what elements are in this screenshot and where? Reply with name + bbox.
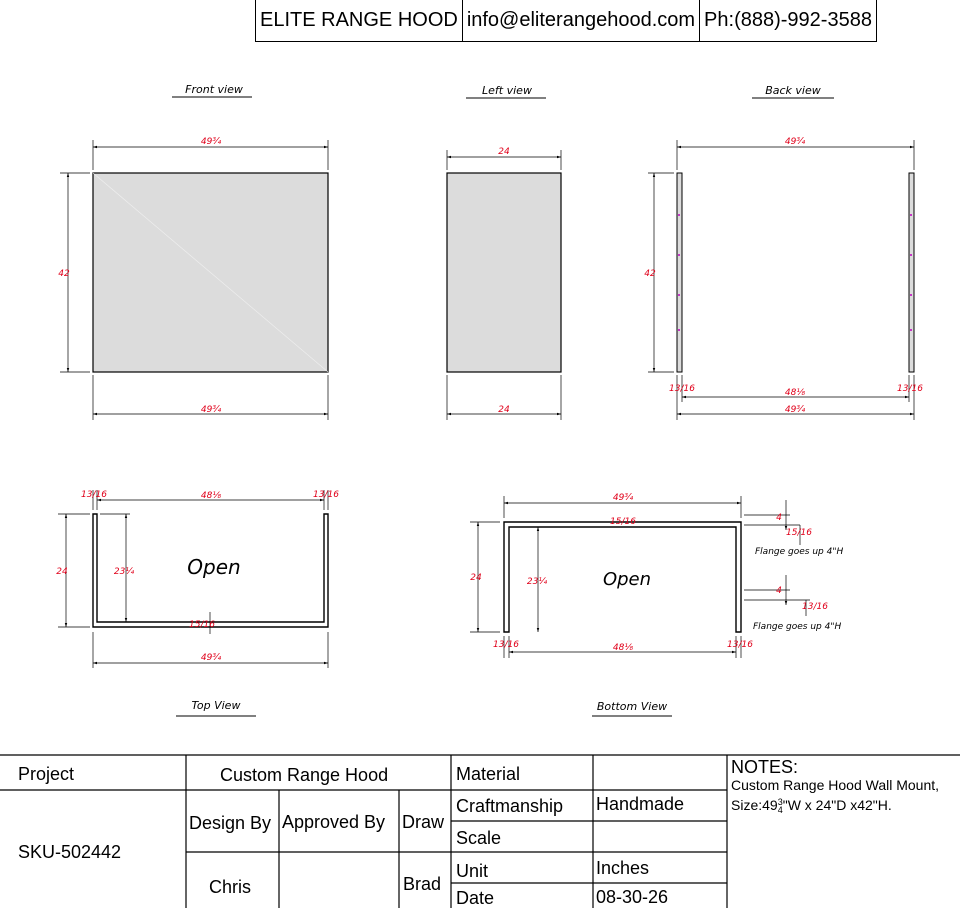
drafter-value: Brad bbox=[403, 874, 442, 894]
unit-label: Unit bbox=[456, 861, 489, 881]
company-name: ELITE RANGE HOOD bbox=[256, 0, 463, 41]
top-inner-width: 48⅛ bbox=[200, 491, 222, 501]
flange-note-2: Flange goes up 4"H bbox=[753, 622, 842, 632]
back-width-top: 49¾ bbox=[784, 137, 806, 147]
date-value: 08-30-26 bbox=[596, 887, 669, 907]
front-view-title: Front view bbox=[185, 83, 243, 96]
bottom-open-label: Open bbox=[602, 569, 652, 590]
project-value: Custom Range Hood bbox=[220, 765, 389, 785]
back-left-flange bbox=[677, 173, 682, 372]
left-depth-top: 24 bbox=[498, 147, 510, 157]
notes-fraction-den: 4 bbox=[777, 805, 783, 816]
material-label: Material bbox=[456, 764, 521, 784]
back-right-flange bbox=[909, 173, 914, 372]
bottom-inner-width: 48⅛ bbox=[612, 643, 634, 653]
bottom-view-title: Bottom View bbox=[596, 700, 668, 713]
back-height: 42 bbox=[644, 269, 656, 279]
top-wall: 15/16 bbox=[189, 620, 215, 630]
top-open-label: Open bbox=[187, 555, 241, 579]
bottom-width: 49¾ bbox=[612, 493, 634, 503]
back-gap-left: 13/16 bbox=[669, 384, 695, 394]
bottom-depth: 24 bbox=[470, 573, 482, 583]
top-gap-left: 13/16 bbox=[81, 490, 107, 500]
design-by-label: Design By bbox=[189, 813, 272, 833]
top-width-bottom: 49¾ bbox=[200, 653, 222, 663]
back-inner-width: 48⅛ bbox=[784, 388, 806, 398]
notes-text-end: "W x 24"D x42"H. bbox=[782, 797, 892, 813]
approved-by-label: Approved By bbox=[282, 812, 386, 832]
flange-wall-1: 15/16 bbox=[786, 528, 812, 538]
bottom-inner-depth: 23¼ bbox=[526, 577, 548, 587]
top-inner-depth: 23¼ bbox=[113, 567, 135, 577]
bottom-wall: 15/16 bbox=[610, 517, 636, 527]
left-depth-bottom: 24 bbox=[498, 405, 510, 415]
front-width-top: 49¾ bbox=[200, 137, 222, 147]
notes-fraction-num: 3 bbox=[777, 797, 783, 808]
bottom-gap-right: 13/16 bbox=[727, 640, 753, 650]
top-depth: 24 bbox=[56, 567, 68, 577]
back-gap-right: 13/16 bbox=[897, 384, 923, 394]
flange-height-1: 4 bbox=[776, 513, 782, 523]
craftmanship-label: Craftmanship bbox=[456, 796, 564, 816]
company-phone: Ph:(888)-992-3588 bbox=[704, 9, 872, 31]
bottom-gap-left: 13/16 bbox=[493, 640, 519, 650]
back-width-bottom: 49¾ bbox=[784, 405, 806, 415]
notes-title: NOTES: bbox=[731, 757, 799, 777]
draw-label: Draw bbox=[402, 812, 445, 832]
flange-height-2: 4 bbox=[776, 586, 782, 596]
top-view-title: Top View bbox=[191, 699, 241, 712]
project-label: Project bbox=[18, 764, 75, 784]
craftmanship-value: Handmade bbox=[596, 794, 685, 814]
notes-text-start: Custom Range Hood Wall Mount, Size:49 bbox=[731, 777, 940, 813]
flange-note-1: Flange goes up 4"H bbox=[755, 547, 844, 557]
company-email: info@eliterangehood.com bbox=[463, 0, 700, 41]
unit-value: Inches bbox=[596, 858, 650, 878]
left-view-title: Left view bbox=[482, 84, 532, 97]
designer-value: Chris bbox=[209, 877, 252, 897]
back-view-title: Back view bbox=[765, 84, 821, 97]
sku-value: SKU-502442 bbox=[18, 842, 122, 862]
front-width-bottom: 49¾ bbox=[200, 405, 222, 415]
top-gap-right: 13/16 bbox=[313, 490, 339, 500]
flange-gap-2: 13/16 bbox=[802, 602, 828, 612]
date-label: Date bbox=[456, 888, 495, 908]
left-panel bbox=[447, 173, 561, 372]
scale-label: Scale bbox=[456, 828, 502, 848]
notes-box bbox=[731, 759, 956, 815]
front-height: 42 bbox=[58, 269, 70, 279]
